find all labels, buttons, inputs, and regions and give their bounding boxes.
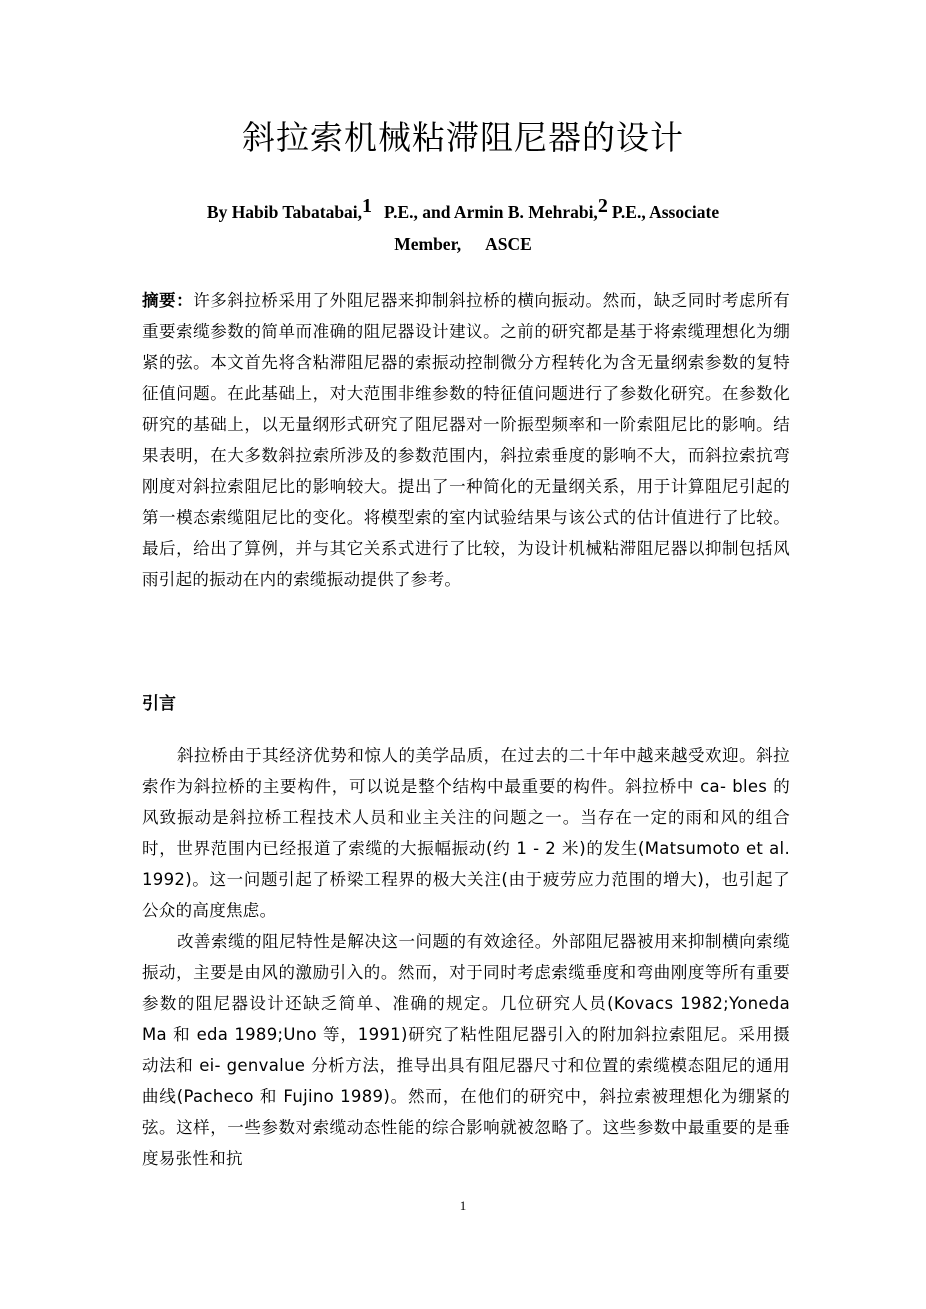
section-heading-intro: 引言 xyxy=(142,694,176,714)
intro-paragraph-1: 斜拉桥由于其经济优势和惊人的美学品质，在过去的二十年中越来越受欢迎。斜拉索作为斜拉桥的主要构件，可以说是整个结构中最重要的构件。斜拉桥中 ca- bles 的风致振动是斜拉桥工程技术人员和业主关注的问题之一。当存在一定的雨和风的组合时，世界范围内已经报道了索缆的大振幅振动(约 1 - 2 米)的发生(Matsumoto et al. 1992)。这一问题引起了桥梁工程界的极大关注(由于疲劳应力范围的增大)，也引起了公众的高度焦虑。 xyxy=(142,746,790,920)
author-1-affiliation-mark: 1 xyxy=(362,195,373,217)
paper-title: 斜拉索机械粘滞阻尼器的设计 xyxy=(242,118,684,157)
membership: Member, xyxy=(394,234,462,254)
author-2-affiliation-mark: 2 xyxy=(597,195,608,217)
author-1-name: By Habib Tabatabai, xyxy=(206,202,363,222)
abstract-text: 许多斜拉桥采用了外阻尼器来抑制斜拉桥的横向振动。然而，缺乏同时考虑所有重要索缆参数的简单而准确的阻尼器设计建议。之前的研究都是基于将索缆理想化为绷紧的弦。本文首先将含粘滞阻尼器的索振动控制微分方程转化为含无量纲索参数的复特征值问题。在此基础上，对大范围非维参数的特征值问题进行了参数化研究。在参数化研究的基础上，以无量纲形式研究了阻尼器对一阶振型频率和一阶索阻尼比的影响。结果表明，在大多数斜拉索所涉及的参数范围内，斜拉索垂度的影响不大，而斜拉索抗弯刚度对斜拉索阻尼比的影响较大。提出了一种简化的无量纲关系，用于计算阻尼引起的第一模态索缆阻尼比的变化。将模型索的室内试验结果与该公式的估计值进行了比较。最后，给出了算例，并与其它关系式进行了比较，为设计机械粘滞阻尼器以抑制包括风雨引起的振动在内的索缆振动提供了参考。 xyxy=(142,291,791,589)
society: ASCE xyxy=(485,234,532,254)
author-line-1 xyxy=(0,196,926,228)
abstract-label: 摘要： xyxy=(142,291,194,310)
author-title: P.E., Associate xyxy=(611,202,720,222)
intro-paragraph-2: 改善索缆的阻尼特性是解决这一问题的有效途径。外部阻尼器被用来抑制横向索缆振动，主要是由风的激励引入的。然而，对于同时考虑索缆垂度和弯曲刚度等所有重要参数的阻尼器设计还缺乏简单、准确的规定。几位研究人员(Kovacs 1982;Yoneda Ma 和 eda 1989;Uno 等，1991)研究了粘性阻尼器引入的附加斜拉索阻尼。采用摄动法和 ei- genvalue 分析方法，推导出具有阻尼器尺寸和位置的索缆模态阻尼的通用曲线(Pacheco 和 Fujino 1989)。然而，在他们的研究中，斜拉索被理想化为绷紧的弦。这样，一些参数对索缆动态性能的综合影响就被忽略了。这些参数中最重要的是垂度易张性和抗 xyxy=(142,932,790,1168)
author-line-2 xyxy=(0,228,926,260)
abstract xyxy=(142,285,790,595)
author-2-name: P.E., and Armin B. Mehrabi, xyxy=(384,202,598,222)
author-line xyxy=(0,196,926,260)
page-number: 1 xyxy=(459,1198,467,1213)
